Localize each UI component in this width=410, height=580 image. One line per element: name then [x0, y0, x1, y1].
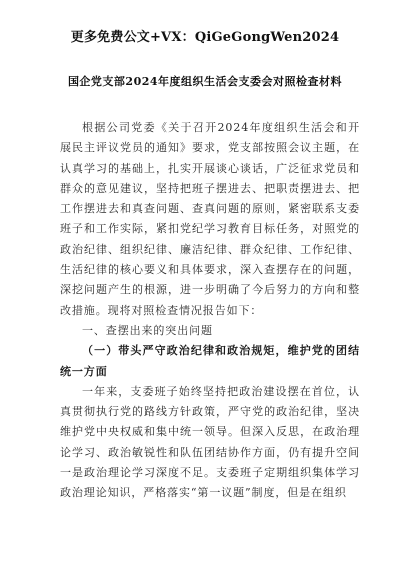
subsection-heading: （一）带头严守政治纪律和政治规矩，维护党的团结统一方面 — [60, 344, 360, 378]
intro-paragraph: 根据公司党委《关于召开2024年度组织生活会和开展民主评议党员的通知》要求，党支部按照会议主题，在认真学习的基础上，扎实开展谈心谈话，广泛征求党员和群众的意见建议，坚持把班子摆进去、把职责摆进去、把工作摆进去和真查问题、查真问题的原则，紧密联系支委班子和工作实际，紧扣党纪学习教育目标任务，对照党的政治纪律、组织纪律、廉洁纪律、群众纪律、工作纪律、生活纪律的核心要义和具体要求，深入查摆存在的问题，深挖问题产生的根源，进一步明确了今后努力的方向和整改措施。现将对照检查情况报告如下： — [60, 121, 360, 317]
body-paragraph: 一年来，支委班子始终坚持把政治建设摆在首位，认真贯彻执行党的路线方针政策，严守党的政治纪律，坚决维护党中央权威和集中统一领导。但深入反思，在政治理论学习、政治敏锐性和队伍团结协作方面，仍有提升空间一是政治理论学习深度不足。支委班子定期组织集体学习政治理论知识，严格落实“第一议题”制度，但是在组织 — [60, 384, 360, 500]
document-body — [60, 118, 360, 504]
header-note: 更多免费公文+VX：QiGeGongWen2024 — [70, 30, 340, 45]
section-heading: 一、查摆出来的突出问题 — [82, 323, 213, 337]
document-title: 国企党支部2024年度组织生活会支委会对照检查材料 — [67, 75, 343, 88]
